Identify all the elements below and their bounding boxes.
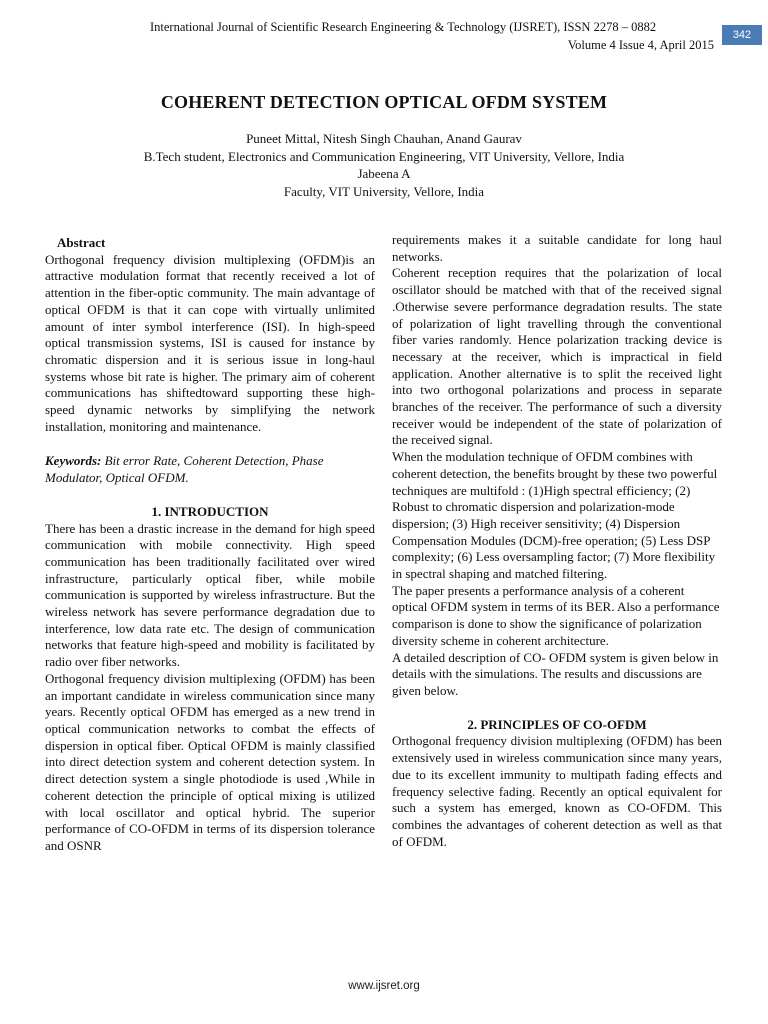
keywords-text: Bit error Rate, Coherent Detection, Phase Modulator, Optical OFDM. xyxy=(45,453,324,486)
intro-paragraph-3: requirements makes it a suitable candidate for long haul networks. xyxy=(392,232,722,264)
volume-issue: Volume 4 Issue 4, April 2015 xyxy=(567,38,714,52)
intro-paragraph-5: When the modulation technique of OFDM combines with coherent detection, the benefits brought by these two powerful techniques are multifold : (1)High spectral efficiency; (2) Robust to chromatic dispersion and polarization-mode dispersion; (3) High receiver sensitivity; (4) Dispersion Compensation Modules (DCM)-free operation; (5) Less DSP complexity; (6) Less oversampling factor; (7) More flexibility in spectral shaping and matched filtering. xyxy=(392,449,718,582)
keywords xyxy=(45,453,375,486)
abstract-heading: Abstract xyxy=(57,235,106,250)
footer-url: www.ijsret.org xyxy=(348,980,420,992)
section-heading-principles: 2. PRINCIPLES OF CO-OFDM xyxy=(467,716,647,732)
keywords-label: Keywords: xyxy=(45,453,102,469)
intro-paragraph-6: The paper presents a performance analysis of a coherent optical OFDM system in terms of its BER. Also a performance comparison is done to show the significance of polarization diversity scheme in coherent architecture. xyxy=(392,582,720,648)
faculty-name: Jabeena A xyxy=(357,166,411,181)
intro-paragraph-4: Coherent reception requires that the polarization of local oscillator should be matched with that of the received signal .Otherwise severe performance degradation results. The state of polarization of light travelling through the conventional fiber varies randomly. Hence polarization tracking device is necessary at the receiver, which is impractical in field application. Another alternative is to split the received light into two orthogonal polarizations and process in separate branches of the receiver. The performance of such a diversity receiver would be independent of the state of polarization of the received signal. xyxy=(392,265,722,448)
paper-title: COHERENT DETECTION OPTICAL OFDM SYSTEM xyxy=(160,92,608,112)
abstract-text: Orthogonal frequency division multiplexing (OFDM)is an attractive modulation format that recently received a lot of attention in the fiber-optic community. The main advantage of optical OFDM is that it can cope with virtually unlimited amount of inter symbol interference (ISI). In high-speed optical transmission systems, ISI is caused for instance by chromatic dispersion and it is serious issue in long-haul systems whose bit rate is higher. The primary aim of coherent communications has shiftedtoward supporting these high-speed dynamic networks by simplifying the network installation, monitoring and maintenance. xyxy=(45,251,375,434)
intro-paragraph-7: A detailed description of CO- OFDM system is given below in details with the simulations. The results and discussions are given below. xyxy=(392,649,719,698)
faculty-affiliation: Faculty, VIT University, Vellore, India xyxy=(283,183,485,199)
author-affiliation: B.Tech student, Electronics and Communication Engineering, VIT University, Vellore, India xyxy=(143,148,625,164)
page-number-badge: 342 xyxy=(722,25,762,45)
right-column xyxy=(392,232,722,850)
author-block xyxy=(0,130,768,200)
section-heading-introduction: 1. INTRODUCTION xyxy=(151,503,269,519)
intro-paragraph-1: There has been a drastic increase in the demand for high speed communication with mobile connectivity. High speed communication has been traditionally facilitated over wired infrastructure, particularly optical fiber, while mobile communication is supported by wireless infrastructure. But the wireless network has severe performance degradation due to interference, low data rate etc. The design of communication networks that feature high-speed and mobility is facilitated by radio over fiber networks. xyxy=(45,520,375,670)
principles-paragraph-1: Orthogonal frequency division multiplexing (OFDM) has been extensively used in wireless communication since many years, due to its excellent immunity to multipath fading effects and frequency selective fading. Recently an optical equivalent for such a system has emerged, known as CO-OFDM. This combines the advantages of coherent detection as well as that of OFDM. xyxy=(392,733,722,849)
left-column xyxy=(45,232,375,855)
intro-paragraph-2: Orthogonal frequency division multiplexing (OFDM) has been an important candidate in wireless communication since many years. Recently optical OFDM has emerged as a new trend in optical communication networks to combat the effects of dispersion in optical fiber. Optical OFDM is mainly classified into direct detection system and coherent detection system. In direct detection system a single photodiode is used ,While in coherent detection the principle of optical mixing is utilized with local oscillator and optical hybrid. The superior performance of CO-OFDM in terms of its dispersion tolerance and OSNR xyxy=(45,670,375,853)
author-names: Puneet Mittal, Nitesh Singh Chauhan, Anand Gaurav xyxy=(246,131,522,146)
journal-header: International Journal of Scientific Research Engineering & Technology (IJSRET), ISSN 2278 – 0882 xyxy=(150,20,657,34)
